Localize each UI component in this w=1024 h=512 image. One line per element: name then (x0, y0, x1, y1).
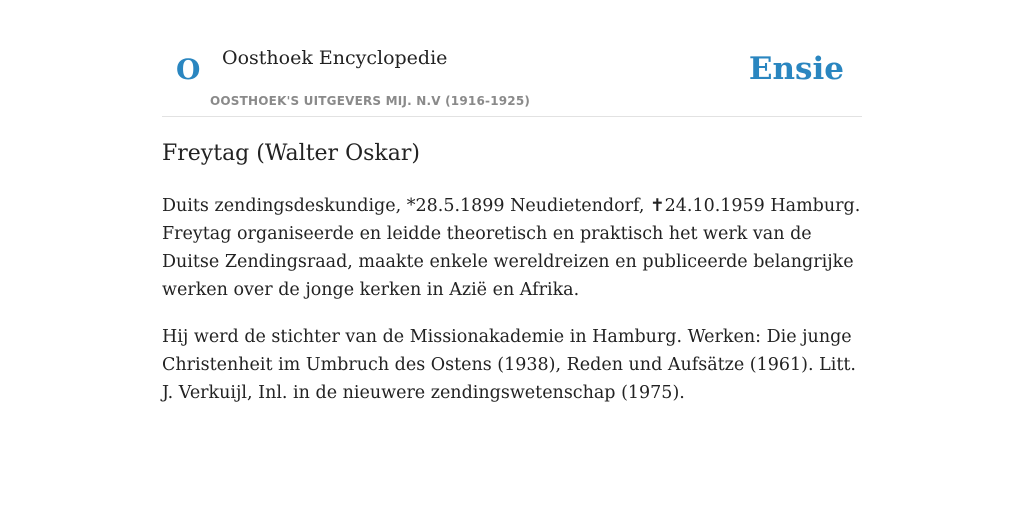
article-title: Freytag (Walter Oskar) (162, 141, 420, 166)
article-paragraph: Hij werd de stichter van de Missionakademie in Hamburg. Werken: Die junge Christenheit im Umbruch des Ostens (1938), Reden und Aufsätze (1961). Litt. J. Verkuijl, Inl. in de nieuwere zendingswetenschap (1975). (162, 327, 856, 403)
source-logo[interactable]: O (176, 53, 201, 86)
source-title-link[interactable]: Oosthoek Encyclopedie (222, 47, 448, 69)
article-paragraph: Duits zendingsdeskundige, *28.5.1899 Neudietendorf, ✝24.10.1959 Hamburg. Freytag organiseerde en leidde theoretisch en praktisch het werk van de Duitse Zendingsraad, maakte enkele wereldreizen en publiceerde belangrijke werken over de jonge kerken in Azië en Afrika. (162, 196, 861, 300)
ensie-brand-link[interactable]: Ensie (748, 51, 844, 87)
page-header (162, 0, 862, 117)
publisher-label: OOSTHOEK'S UITGEVERS MIJ. N.V (1916-1925) (210, 94, 531, 108)
